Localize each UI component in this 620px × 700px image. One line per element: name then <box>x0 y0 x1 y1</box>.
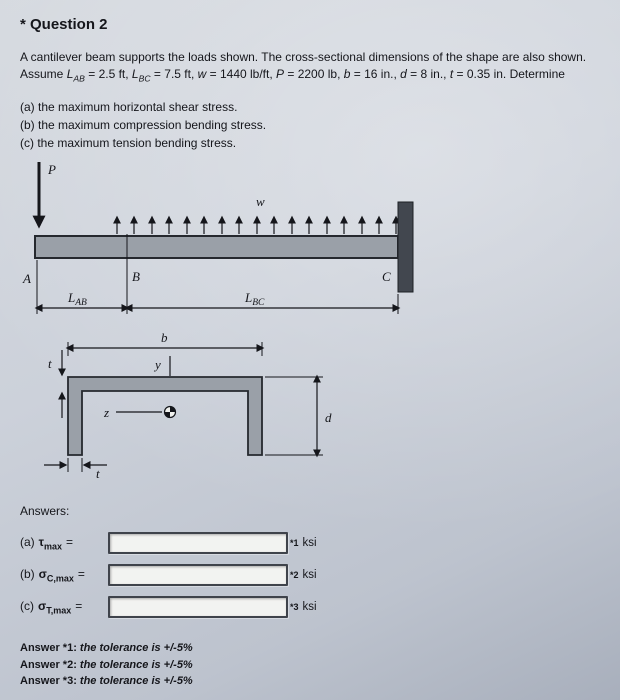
answer-label-c <box>20 599 108 615</box>
part-c-text: (c) the maximum tension bending stress. <box>20 136 237 151</box>
channel-shape <box>68 377 262 455</box>
problem-intro: A cantilever beam supports the loads shown. The cross-sectional dimensions of the shape are also shown. Assume <box>20 50 587 82</box>
y-axis-label: y <box>155 357 161 373</box>
z-axis-label: z <box>104 405 110 421</box>
footnote-2-label: Answer *2: <box>20 658 77 671</box>
answer-label-a <box>20 535 108 551</box>
fixed-support-wall <box>398 202 413 292</box>
answer-input-b[interactable] <box>108 564 288 586</box>
distributed-load-label: w <box>256 194 265 210</box>
problem-statement <box>20 49 600 85</box>
var-d-value: = 8 in., <box>406 67 450 82</box>
var-lbc-subscript: BC <box>138 73 151 84</box>
answer-symbol-b: σ <box>38 567 47 582</box>
centroid-marker <box>165 407 176 418</box>
answer-prefix-c: (c) <box>20 599 34 614</box>
part-b-text: (b) the maximum compression bending stress. <box>20 118 267 133</box>
answer-label-b <box>20 567 108 583</box>
var-d-symbol: d <box>400 67 407 82</box>
d-dim-extension-lines <box>265 377 323 455</box>
answer-unit-b: ksi <box>302 569 317 582</box>
cross-section-diagram <box>20 332 380 492</box>
answer-symbol-c: σ <box>38 599 47 614</box>
d-dim-label: d <box>325 410 332 426</box>
answer-unit-c: ksi <box>302 601 317 614</box>
dim-lab-label: $L_{AB}$ <box>68 290 87 309</box>
var-lab-symbol: L <box>66 67 74 82</box>
part-a-text: (a) the maximum horizontal shear stress. <box>20 100 238 115</box>
answer-input-a[interactable] <box>108 532 288 554</box>
beam-member <box>35 236 398 258</box>
footnote-3-label: Answer *3: <box>20 675 77 688</box>
var-p-symbol: P <box>276 67 285 82</box>
var-lab-subscript: AB <box>73 73 85 84</box>
answer-subscript-c: T,max <box>46 605 72 616</box>
answer-prefix-a: (a) <box>20 535 35 550</box>
var-b-symbol: b <box>343 67 351 82</box>
answer-unit-a: ksi <box>302 537 317 550</box>
var-t-value: = 0.35 in. Determine <box>453 67 565 82</box>
beam-diagram <box>20 156 580 326</box>
node-a-label: A <box>23 271 31 287</box>
answer-row-a <box>20 532 600 554</box>
footnote-1 <box>20 640 600 657</box>
answer-input-c[interactable] <box>108 596 288 618</box>
var-lab-value: = 2.5 ft, <box>84 67 132 82</box>
b-dim-label: b <box>161 332 168 346</box>
point-load-label: P <box>48 162 56 178</box>
footnote-1-text: the tolerance is +/-5% <box>79 642 193 655</box>
var-w-value: = 1440 lb/ft, <box>206 67 277 82</box>
footnote-2 <box>20 657 600 674</box>
t-bottom-label: t <box>96 466 100 482</box>
answer-equals-b: = <box>77 567 85 582</box>
answer-prefix-b: (b) <box>20 567 35 582</box>
footnote-1-label: Answer *1: <box>20 642 77 655</box>
answer-note-b: *2 <box>290 570 299 581</box>
answers-heading: Answers: <box>20 504 70 519</box>
distributed-load-arrows <box>117 218 396 234</box>
node-c-label: C <box>382 269 391 285</box>
t-top-label: t <box>48 356 52 372</box>
answer-row-b <box>20 564 600 586</box>
answer-subscript-a: max <box>44 541 63 552</box>
footnote-2-text: the tolerance is +/-5% <box>79 658 193 671</box>
answer-symbol-a: τ <box>38 535 45 550</box>
tolerance-footnotes <box>20 640 600 690</box>
answer-subscript-b: C,max <box>46 573 74 584</box>
footnote-3-text: the tolerance is +/-5% <box>79 675 193 688</box>
var-b-value: = 16 in., <box>350 67 401 82</box>
question-title: * Question 2 <box>20 16 108 33</box>
var-lbc-value: = 7.5 ft, <box>150 67 198 82</box>
answer-note-c: *3 <box>290 602 299 613</box>
t-bottom-extension-lines <box>68 458 82 472</box>
var-t-symbol: t <box>449 67 454 82</box>
answer-note-a: *1 <box>290 538 299 549</box>
var-p-value: = 2200 lb, <box>284 67 344 82</box>
dim-lbc-label: $L_{BC}$ <box>245 290 265 309</box>
answer-equals-a: = <box>66 535 74 550</box>
node-b-label: B <box>132 269 140 285</box>
question-parts <box>20 98 600 152</box>
footnote-3 <box>20 673 600 690</box>
var-w-symbol: w <box>197 67 207 82</box>
var-lbc-symbol: L <box>131 67 139 82</box>
answer-equals-c: = <box>75 599 83 614</box>
answer-row-c <box>20 596 600 618</box>
